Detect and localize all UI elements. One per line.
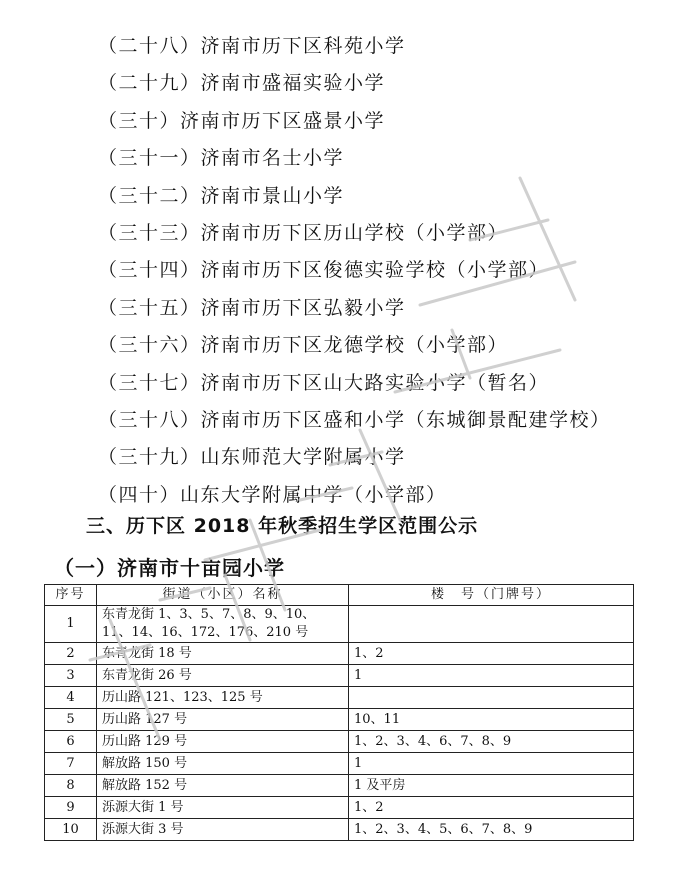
cell-street: 历山路 121、123、125 号 <box>97 687 349 709</box>
list-item: （三十四）济南市历下区俊德实验学校（小学部） <box>98 259 550 282</box>
table-row <box>45 665 634 687</box>
list-item: （三十）济南市历下区盛景小学 <box>98 109 386 132</box>
list-item: （三十九）山东师范大学附属小学 <box>98 446 406 469</box>
cell-number: 4 <box>45 687 97 709</box>
table-row <box>45 687 634 709</box>
cell-building <box>349 687 634 709</box>
list-item: （三十七）济南市历下区山大路实验小学（暂名） <box>98 371 550 394</box>
table-row <box>45 775 634 797</box>
cell-building: 1 <box>349 753 634 775</box>
list-item: （二十八）济南市历下区科苑小学 <box>98 35 406 57</box>
list-item: （三十六）济南市历下区龙德学校（小学部） <box>98 334 509 357</box>
cell-building: 1、2、3、4、6、7、8、9 <box>349 731 634 753</box>
cell-building: 10、11 <box>349 709 634 731</box>
cell-number: 10 <box>45 819 97 841</box>
subsection-heading: （一）济南市十亩园小学 <box>54 556 285 580</box>
table-row <box>45 606 634 643</box>
cell-number: 5 <box>45 709 97 731</box>
cell-number: 9 <box>45 797 97 819</box>
table-row <box>45 709 634 731</box>
list-item: （三十五）济南市历下区弘毅小学 <box>98 296 406 319</box>
cell-street: 东青龙街 18 号 <box>97 643 349 665</box>
header-street: 街道（小区）名称 <box>97 585 349 606</box>
cell-building: 1、2 <box>349 643 634 665</box>
cell-number: 6 <box>45 731 97 753</box>
section-heading: 三、历下区 2018 年秋季招生学区范围公示 <box>86 515 479 537</box>
header-building: 楼 号（门牌号） <box>349 585 634 606</box>
cell-street: 泺源大街 1 号 <box>97 797 349 819</box>
table-row <box>45 643 634 665</box>
cell-building: 1、2 <box>349 797 634 819</box>
table-header-row <box>45 585 634 606</box>
cell-street: 泺源大街 3 号 <box>97 819 349 841</box>
school-list <box>98 28 611 514</box>
list-item: （三十八）济南市历下区盛和小学（东城御景配建学校） <box>98 408 611 431</box>
cell-number: 1 <box>45 606 97 643</box>
table-row <box>45 731 634 753</box>
table-row <box>45 819 634 841</box>
cell-street: 历山路 129 号 <box>97 731 349 753</box>
cell-street: 东青龙街 26 号 <box>97 665 349 687</box>
cell-building: 1 <box>349 665 634 687</box>
cell-building: 1、2、3、4、5、6、7、8、9 <box>349 819 634 841</box>
list-item: （三十一）济南市名士小学 <box>98 147 345 170</box>
list-item: （四十）山东大学附属中学（小学部） <box>98 483 447 506</box>
table-row <box>45 753 634 775</box>
cell-street: 解放路 152 号 <box>97 775 349 797</box>
list-item: （三十三）济南市历下区历山学校（小学部） <box>98 221 509 244</box>
cell-number: 8 <box>45 775 97 797</box>
cell-street: 东青龙街 1、3、5、7、8、9、10、11、14、16、172、176、210 号 <box>97 606 349 643</box>
cell-street: 解放路 150 号 <box>97 753 349 775</box>
cell-street: 历山路 127 号 <box>97 709 349 731</box>
list-item: （三十二）济南市景山小学 <box>98 184 345 207</box>
cell-building <box>349 606 634 643</box>
cell-number: 7 <box>45 753 97 775</box>
cell-number: 2 <box>45 643 97 665</box>
list-item: （二十九）济南市盛福实验小学 <box>98 72 386 95</box>
header-number: 序号 <box>45 585 97 606</box>
cell-number: 3 <box>45 665 97 687</box>
table-row <box>45 797 634 819</box>
district-range-table <box>44 584 634 841</box>
cell-building: 1 及平房 <box>349 775 634 797</box>
